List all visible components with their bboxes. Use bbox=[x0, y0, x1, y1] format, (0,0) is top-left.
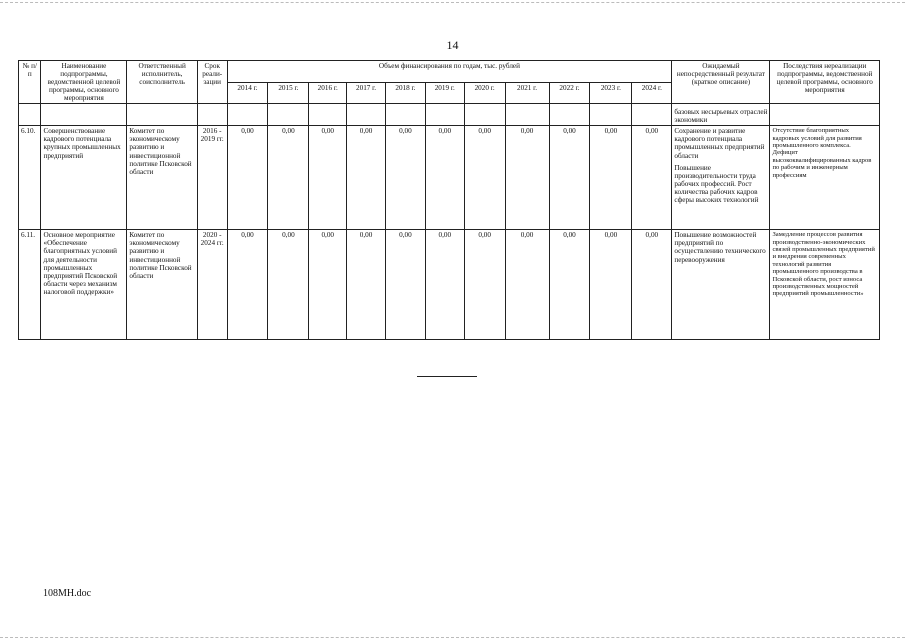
table-row bbox=[19, 126, 880, 230]
header-no: № п/п bbox=[19, 61, 41, 104]
value-cell: 0,00 bbox=[227, 230, 268, 340]
value-cell: 0,00 bbox=[425, 126, 464, 230]
empty-cell bbox=[505, 104, 549, 126]
empty-cell bbox=[770, 104, 880, 126]
empty-cell bbox=[425, 104, 464, 126]
value-cell: 0,00 bbox=[549, 126, 590, 230]
row-responsible: Комитет по экономическому развитию и инвестиционной политике Псковской области bbox=[127, 230, 198, 340]
value-cell: 0,00 bbox=[549, 230, 590, 340]
header-responsible: Ответственный исполнитель, соисполнитель bbox=[127, 61, 198, 104]
value-cell: 0,00 bbox=[464, 126, 505, 230]
value-cell: 0,00 bbox=[425, 230, 464, 340]
value-cell: 0,00 bbox=[268, 230, 309, 340]
table-row bbox=[19, 230, 880, 340]
value-cell: 0,00 bbox=[347, 126, 386, 230]
page-number: 14 bbox=[446, 38, 459, 52]
page-bottom-edge bbox=[0, 637, 905, 638]
header-consequences: Последствия нереализации подпрограммы, ведомственной целевой программы, основного мероприятия bbox=[770, 61, 880, 104]
row-term: 2016 - 2019 гг. bbox=[197, 126, 227, 230]
header-funding: Объем финансирования по годам, тыс. рублей bbox=[227, 61, 672, 83]
empty-cell bbox=[347, 104, 386, 126]
row-name: Совершенствование кадрового потенциала крупных промышленных предприятий bbox=[41, 126, 127, 230]
year-header: 2016 г. bbox=[309, 82, 347, 104]
row-number: 6.10. bbox=[19, 126, 41, 230]
value-cell: 0,00 bbox=[632, 230, 672, 340]
value-cell: 0,00 bbox=[590, 230, 632, 340]
row-consequences: Замедление процессов развития производственно-экономических связей промышленных предприятий и внедрения современных технологий развития промышленного производства в Псковской области, рост износа производственных мощностей предприятий промышленности» bbox=[770, 230, 880, 340]
empty-cell bbox=[549, 104, 590, 126]
year-header: 2023 г. bbox=[590, 82, 632, 104]
year-header: 2021 г. bbox=[505, 82, 549, 104]
header-term: Срок реали-зации bbox=[197, 61, 227, 104]
value-cell: 0,00 bbox=[505, 126, 549, 230]
value-cell: 0,00 bbox=[347, 230, 386, 340]
row-name: Основное мероприятие «Обеспечение благоприятных условий для деятельности промышленных предприятий Псковской области через механизм налоговой поддержки» bbox=[41, 230, 127, 340]
value-cell: 0,00 bbox=[268, 126, 309, 230]
year-header: 2014 г. bbox=[227, 82, 268, 104]
carryover-expected: базовых несырьевых отраслей экономики bbox=[672, 104, 770, 126]
header-expected: Ожидаемый непосредственный результат (краткое описание) bbox=[672, 61, 770, 104]
page-top-edge bbox=[0, 2, 905, 3]
year-header: 2020 г. bbox=[464, 82, 505, 104]
empty-cell bbox=[464, 104, 505, 126]
year-header: 2019 г. bbox=[425, 82, 464, 104]
expected-part-1: Сохранение и развитие кадрового потенциала промышленных предприятий области bbox=[674, 127, 765, 160]
year-header: 2018 г. bbox=[385, 82, 425, 104]
header-row-top bbox=[19, 61, 880, 83]
row-responsible: Комитет по экономическому развитию и инвестиционной политике Псковской области bbox=[127, 126, 198, 230]
value-cell: 0,00 bbox=[505, 230, 549, 340]
empty-cell bbox=[19, 104, 41, 126]
value-cell: 0,00 bbox=[309, 230, 347, 340]
value-cell: 0,00 bbox=[309, 126, 347, 230]
empty-cell bbox=[197, 104, 227, 126]
empty-cell bbox=[309, 104, 347, 126]
value-cell: 0,00 bbox=[632, 126, 672, 230]
empty-cell bbox=[590, 104, 632, 126]
footer-filename: 108МН.doc bbox=[43, 588, 92, 599]
empty-cell bbox=[632, 104, 672, 126]
empty-cell bbox=[268, 104, 309, 126]
row-number: 6.11. bbox=[19, 230, 41, 340]
empty-cell bbox=[127, 104, 198, 126]
empty-cell bbox=[385, 104, 425, 126]
year-header: 2024 г. bbox=[632, 82, 672, 104]
year-header: 2015 г. bbox=[268, 82, 309, 104]
expected-part-2: Повышение производительности труда рабочих профессий. Рост количества рабочих кадров сферы высоких технологий bbox=[674, 163, 759, 204]
value-cell: 0,00 bbox=[464, 230, 505, 340]
value-cell: 0,00 bbox=[227, 126, 268, 230]
empty-cell bbox=[227, 104, 268, 126]
row-expected bbox=[672, 126, 770, 230]
value-cell: 0,00 bbox=[385, 126, 425, 230]
year-header: 2022 г. bbox=[549, 82, 590, 104]
carryover-row bbox=[19, 104, 880, 126]
end-divider bbox=[417, 376, 477, 377]
row-term: 2020 - 2024 гг. bbox=[197, 230, 227, 340]
empty-cell bbox=[41, 104, 127, 126]
funding-table bbox=[18, 60, 880, 340]
year-header: 2017 г. bbox=[347, 82, 386, 104]
row-consequences: Отсутствие благоприятных кадровых условий для развития промышленного комплекса. Дефицит высококвалифицированных кадров по рабочим и инженерным профессиям bbox=[770, 126, 880, 230]
header-name: Наименование подпрограммы, ведомственной целевой программы, основного мероприятия bbox=[41, 61, 127, 104]
value-cell: 0,00 bbox=[385, 230, 425, 340]
value-cell: 0,00 bbox=[590, 126, 632, 230]
row-expected bbox=[672, 230, 770, 340]
expected-part-1: Повышение возможностей предприятий по осуществлению технического перевооружения bbox=[674, 231, 766, 264]
